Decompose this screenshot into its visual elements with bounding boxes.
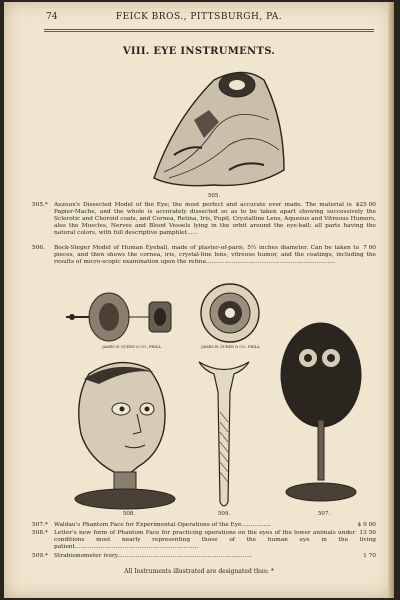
entry-508 — [32, 530, 376, 551]
entry-number: 507.* — [32, 522, 48, 528]
figure-507-label: 507. — [317, 511, 331, 517]
entry-509 — [32, 553, 376, 560]
page-number: 74 — [46, 12, 58, 22]
header-rule-2 — [44, 31, 374, 32]
footer-note: All Instruments illustrated are designated thus: * — [124, 568, 274, 575]
entry-text: Auzoux's Dissected Model of the Eye; the most perfect and accurate ever made. The material is Papier-Mache, and the whole is accurately dissected so as to be taken apart showing successively the Sclerotic and Choroid coats, and Cornea, Retina, Iris, Pupil, Crystalline Lens, Aqueous and Vitreous Humors, also the Muscles, Nerves and Blood Vessels lying in the orbit around the eye-ball; all parts having the natural colors, with full descriptive pamphlet...... — [54, 202, 376, 237]
maker-label-center: JAMES W. QUEEN & CO., PHILA. — [201, 345, 261, 349]
entry-505 — [32, 202, 376, 237]
strabismometer-illustration — [194, 352, 254, 512]
figure-508-label: 508. — [122, 511, 136, 517]
eyeball-model-illustration — [64, 282, 184, 352]
page-gutter-shadow — [388, 2, 394, 598]
section-title: VIII. EYE INSTRUMENTS. — [122, 46, 276, 57]
entry-text: Bock-Steger Model of Human Eyeball, made of plaster-of-paris, 5½ inches diameter. Can be taken to pieces, and then shows the cornea, iris, crystal-line lens, vitreous humor, and the coatings, including the results of micro-scopic examination upon the retina...................................................................... — [54, 245, 376, 266]
entry-price: 7 00 — [363, 245, 376, 251]
figure-509-label: 509. — [217, 511, 231, 517]
entry-price: 13 50 — [359, 530, 376, 536]
header-rule — [44, 29, 374, 30]
figure-505-label: 505. — [207, 193, 221, 199]
entry-text: Letter's new form of Phantom Face for practicing operations on the eyes of the lower animals under conditions most nearly representing those of the human eye in the living patient................................................................... — [54, 530, 376, 551]
entry-number: 506. — [32, 245, 45, 251]
entry-price: 1 70 — [363, 553, 376, 559]
eye-disc-illustration — [199, 282, 261, 344]
catalog-page — [4, 2, 394, 598]
entry-text: Strabismometer ivory......................................................................... — [54, 553, 252, 559]
entry-price: $ 9 00 — [357, 522, 376, 528]
entry-507 — [32, 522, 376, 529]
entry-number: 509.* — [32, 553, 48, 559]
entry-number: 508.* — [32, 530, 48, 536]
entry-price: $25 00 — [355, 202, 376, 208]
waldau-phantom-illustration — [276, 320, 366, 510]
entry-text: Waldau's Phantom Face for Experimental Operations of the Eye................ — [54, 522, 271, 528]
entry-number: 505.* — [32, 202, 48, 208]
running-title: FEICK BROS., PITTSBURGH, PA. — [115, 12, 283, 22]
eye-model-illustration — [134, 60, 294, 190]
phantom-face-head-illustration — [59, 354, 189, 514]
entry-506 — [32, 245, 376, 266]
page-header — [4, 12, 394, 26]
maker-label-left: JAMES W. QUEEN & CO., PHILA. — [102, 345, 162, 349]
